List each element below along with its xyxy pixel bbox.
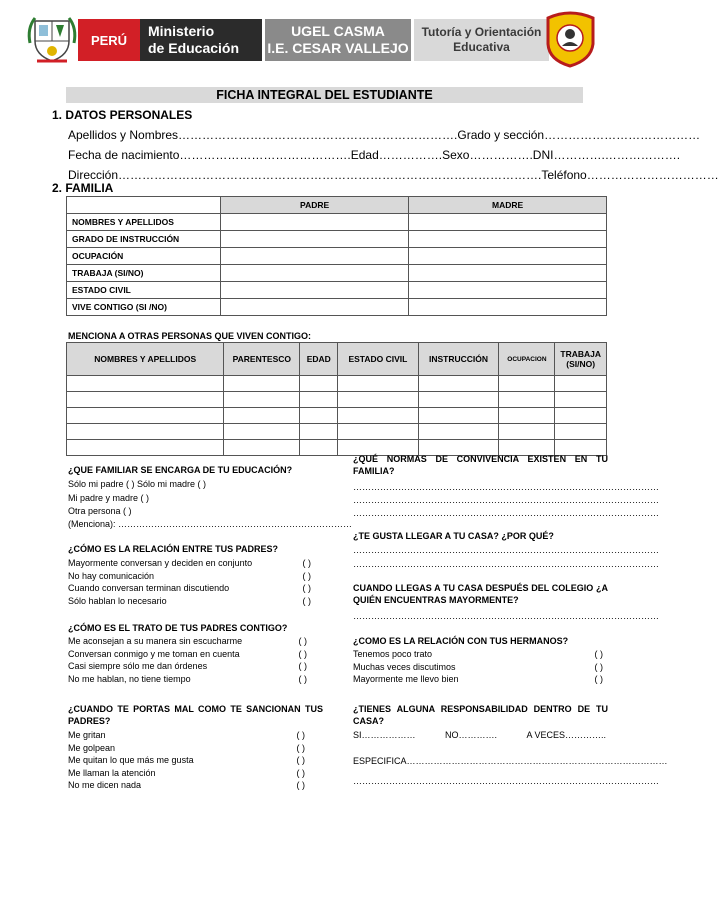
cell[interactable] [300,376,338,392]
q-who-at-home-l1: CUANDO LLEGAS A TU CASA DESPUÉS DEL COLEGIO ¿A [353,583,608,593]
cell[interactable] [300,392,338,408]
option-label: Me golpean [68,742,116,753]
option-checkbox[interactable]: ( ) [302,558,311,568]
q-family-rules-l2: FAMILIA? [353,466,395,476]
father-column-header: PADRE [221,197,409,214]
answer-line[interactable]: ………………………………………………………………………………………… [353,495,659,505]
option-label: No me dicen nada [68,780,142,791]
opt-other-person[interactable]: Otra persona ( ) [68,506,132,516]
cell[interactable] [418,408,499,424]
option-checkbox[interactable]: ( ) [298,673,307,684]
table-row [67,424,607,440]
cell[interactable] [67,376,224,392]
cell[interactable] [499,392,555,408]
col-relationship: PARENTESCO [224,343,300,376]
ministry-line2: de Educación [148,40,240,56]
option-label: No hay comunicación [68,570,155,581]
opt-both-parents[interactable]: Mi padre y madre ( ) [68,493,150,503]
option-yes[interactable]: SI……………… [353,730,416,740]
row-label: GRADO DE INSTRUCCIÓN [67,231,221,248]
cell[interactable] [555,376,607,392]
option-label: Me gritan [68,730,106,740]
mention-field[interactable]: (Menciona): …………………………………………………………………… [68,519,353,529]
answer-line[interactable]: ………………………………………………………………………………………… [353,482,659,492]
cell[interactable] [555,424,607,440]
ministry-label [140,19,262,61]
cell[interactable] [418,376,499,392]
q-who-at-home-l2: QUIÉN ENCUENTRAS MAYORMENTE? [353,595,519,605]
address-phone-field[interactable]: Dirección…………………………………………………………………………………………….Teléfono…………………………… [68,168,719,182]
q-family-rules [353,453,608,477]
cell[interactable] [224,440,300,456]
mother-column-header: MADRE [409,197,607,214]
birth-age-sex-dni-field[interactable]: Fecha de nacimiento…………………………………….Edad…………….Sexo…………….DNI………….………………. [68,148,681,162]
option-label: Muchas veces discutimos [353,661,456,672]
cell[interactable] [555,392,607,408]
tutoria-line2: Educativa [453,40,510,54]
option-checkbox[interactable]: ( ) [594,649,603,659]
option-sometimes[interactable]: A VECES………….. [526,730,606,740]
responsibility-options [353,729,606,742]
q-punishment-l2: PADRES? [68,716,111,726]
option-row[interactable] [68,779,305,792]
option-label: No me hablan, no tiene tiempo [68,673,191,684]
col-works-l1: TRABAJA [560,349,601,359]
option-no[interactable]: NO…………. [444,730,497,740]
row-label: NOMBRES Y APELLIDOS [67,214,221,231]
school-badge-icon [543,10,598,67]
other-people-table [66,342,607,456]
parents-table [66,196,607,316]
cell[interactable] [300,408,338,424]
mother-cell[interactable] [409,265,607,282]
option-row[interactable] [68,648,307,661]
section-family-heading: 2. FAMILIA [52,181,114,195]
table-row [67,392,607,408]
cell[interactable] [338,376,418,392]
option-label: Sólo hablan lo necesario [68,595,167,606]
col-civil-status: ESTADO CIVIL [338,343,418,376]
other-people-title: MENCIONA A OTRAS PERSONAS QUE VIVEN CONTIGO: [68,331,312,341]
option-row[interactable] [68,660,307,673]
option-label: Tenemos poco trato [353,649,433,659]
option-checkbox[interactable]: ( ) [298,636,307,646]
names-grade-field[interactable]: Apellidos y Nombres…………………………………………………………….Grado y sección………………………………… [68,128,701,142]
answer-line[interactable]: ………………………………………………………………………………………… [353,545,659,555]
father-cell[interactable] [221,214,409,231]
option-label: Mayormente me llevo bien [353,674,459,685]
ugel-label [265,19,411,61]
father-cell[interactable] [221,231,409,248]
option-row[interactable] [353,648,603,661]
option-row[interactable] [353,661,603,674]
parents-relationship-options [68,557,311,607]
mother-cell[interactable] [409,214,607,231]
cell[interactable] [418,392,499,408]
punishment-options [68,729,305,792]
q-home-responsibility [353,703,608,727]
option-label: Casi siempre sólo me dan órdenes [68,661,208,672]
table-row [67,282,607,299]
cell[interactable] [499,408,555,424]
option-label: Mayormente conversan y deciden en conjunto [68,558,253,568]
answer-line[interactable]: ………………………………………………………………………………………… [353,776,659,786]
q-home-responsibility-l1: ¿TIENES ALGUNA RESPONSABILIDAD DENTRO DE TU [353,704,608,714]
tutoria-label [414,19,549,61]
col-occupation: OCUPACION [499,343,555,376]
option-label: Me quitan lo que más me gusta [68,755,194,766]
option-label: Conversan conmigo y me toman en cuenta [68,648,240,659]
answer-line[interactable]: ………………………………………………………………………………………… [353,559,659,569]
form-title: FICHA INTEGRAL DEL ESTUDIANTE [66,87,583,103]
row-label: ESTADO CIVIL [67,282,221,299]
cell[interactable] [224,424,300,440]
cell[interactable] [67,408,224,424]
row-label: TRABAJA (SI/NO) [67,265,221,282]
option-label: Me aconsejan a su manera sin escucharme [68,636,243,646]
parents-treatment-options [68,635,307,685]
cell[interactable] [67,440,224,456]
option-row[interactable] [68,754,305,767]
mother-cell[interactable] [409,231,607,248]
ugel-line2: I.E. CESAR VALLEJO [267,40,409,56]
option-row[interactable] [68,570,311,583]
option-checkbox[interactable]: ( ) [594,661,603,672]
cell[interactable] [338,408,418,424]
mother-cell[interactable] [409,299,607,316]
cell[interactable] [224,408,300,424]
option-row[interactable] [68,595,311,608]
option-label: Me llaman la atención [68,767,156,778]
father-cell[interactable] [221,248,409,265]
cell[interactable] [499,376,555,392]
answer-line[interactable]: ………………………………………………………………………………………… [353,508,659,518]
row-label: VIVE CONTIGO (SI /NO) [67,299,221,316]
option-row[interactable] [68,582,311,595]
option-label: Cuando conversan terminan discutiendo [68,583,230,594]
q-who-at-home [353,582,608,606]
table-row [67,408,607,424]
option-checkbox[interactable]: ( ) [298,648,307,659]
table-row [67,248,607,265]
section-personal-data-heading: 1. DATOS PERSONALES [52,108,193,122]
option-row[interactable] [68,729,305,742]
col-works [555,343,607,376]
tutoria-line1: Tutoría y Orientación [421,25,542,39]
option-row[interactable] [68,635,307,648]
q-family-rules-l1: ¿QUÉ NORMAS DE CONVIVENCIA EXISTEN EN TU [353,454,608,464]
answer-line[interactable]: ………………………………………………………………………………………… [353,611,659,621]
option-checkbox[interactable]: ( ) [302,595,311,606]
col-age: EDAD [300,343,338,376]
cell[interactable] [224,376,300,392]
opt-father-mother-only[interactable]: Sólo mi padre ( ) Sólo mi madre ( ) [68,479,207,489]
q-home-responsibility-l2: CASA? [353,716,384,726]
q-siblings-relationship: ¿COMO ES LA RELACIÓN CON TUS HERMANOS? [353,636,569,646]
option-checkbox[interactable]: ( ) [296,767,305,778]
table-row [67,214,607,231]
cell[interactable] [224,392,300,408]
col-works-l2: (SI/NO) [566,359,596,369]
col-names: NOMBRES Y APELLIDOS [67,343,224,376]
ministry-line1: Ministerio [148,23,215,39]
father-cell[interactable] [221,265,409,282]
peru-coat-of-arms-icon [27,13,77,65]
ugel-line1: UGEL CASMA [291,23,385,39]
q-parents-relationship: ¿CÓMO ES LA RELACIÓN ENTRE TUS PADRES? [68,544,279,554]
option-checkbox[interactable]: ( ) [296,780,305,791]
q-punishment [68,703,323,727]
option-checkbox[interactable]: ( ) [302,570,311,581]
option-checkbox[interactable]: ( ) [594,674,603,685]
cell[interactable] [67,424,224,440]
col-instruction: INSTRUCCIÓN [418,343,499,376]
mother-cell[interactable] [409,282,607,299]
peru-label: PERÚ [78,19,140,61]
parents-header-blank [67,197,221,214]
parents-table-header [67,197,607,214]
cell[interactable] [499,424,555,440]
q-education-responsible: ¿QUE FAMILIAR SE ENCARGA DE TU EDUCACIÓN? [68,465,293,475]
row-label: OCUPACIÓN [67,248,221,265]
table-row [67,265,607,282]
cell[interactable] [338,392,418,408]
cell[interactable] [555,408,607,424]
option-checkbox[interactable]: ( ) [296,742,305,753]
cell[interactable] [338,424,418,440]
option-row[interactable] [353,673,603,686]
option-row[interactable] [68,673,307,686]
table-row [67,376,607,392]
option-row[interactable] [68,557,311,570]
option-checkbox[interactable]: ( ) [296,730,305,740]
option-checkbox[interactable]: ( ) [302,583,311,594]
other-people-header [67,343,607,376]
cell[interactable] [418,424,499,440]
q-parents-treatment: ¿CÓMO ES EL TRATO DE TUS PADRES CONTIGO? [68,623,288,633]
q-like-coming-home: ¿TE GUSTA LLEGAR A TU CASA? ¿POR QUÉ? [353,531,554,541]
mother-cell[interactable] [409,248,607,265]
q-punishment-l1: ¿CUANDO TE PORTAS MAL COMO TE SANCIONAN TUS [68,704,323,714]
option-row[interactable] [68,767,305,780]
cell[interactable] [300,440,338,456]
father-cell[interactable] [221,282,409,299]
option-checkbox[interactable]: ( ) [298,661,307,672]
cell[interactable] [67,392,224,408]
table-row [67,231,607,248]
table-row [67,299,607,316]
specify-field[interactable]: ESPECIFICA…………………………………………………………………………… [353,756,668,766]
option-checkbox[interactable]: ( ) [296,755,305,766]
option-row[interactable] [68,742,305,755]
father-cell[interactable] [221,299,409,316]
siblings-options [353,648,603,686]
cell[interactable] [300,424,338,440]
